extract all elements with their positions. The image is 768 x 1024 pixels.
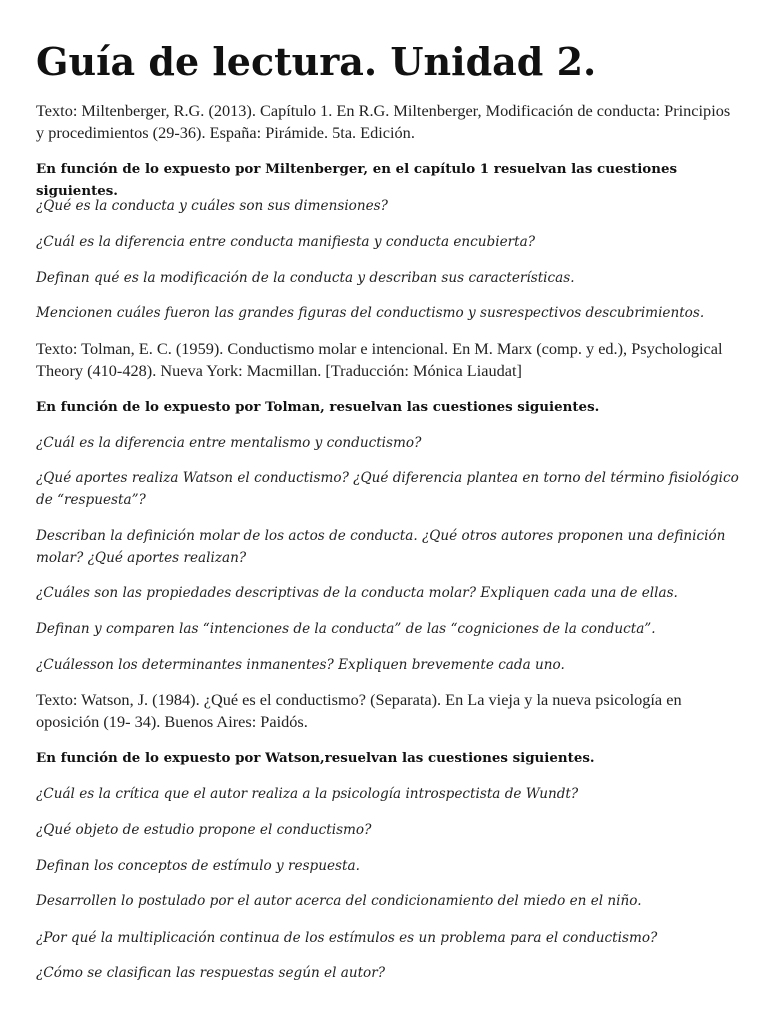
question-item: ¿Qué es la conducta y cuáles son sus dimensiones? (36, 198, 388, 214)
page-title: Guía de lectura. Unidad 2. (36, 39, 597, 84)
question-item: ¿Por qué la multiplicación continua de los estímulos es un problema para el conductismo? (36, 930, 658, 946)
text-reference: Texto: Watson, J. (1984). ¿Qué es el conductismo? (Separata). En La vieja y la nueva psicología en oposición (19- 34). Buenos Aires: Paidós. (36, 690, 682, 731)
section-instruction: En función de lo expuesto por Watson,resuelvan las cuestiones siguientes. (36, 750, 595, 766)
question-item: ¿Qué aportes realiza Watson el conductismo? ¿Qué diferencia plantea en torno del término fisiológico de “respuesta”? (36, 470, 739, 508)
question-item: Mencionen cuáles fueron las grandes figuras del conductismo y susrespectivos descubrimientos. (36, 305, 705, 321)
question-item: ¿Cuál es la diferencia entre conducta manifiesta y conducta encubierta? (36, 234, 535, 250)
text-reference: Texto: Tolman, E. C. (1959). Conductismo molar e intencional. En M. Marx (comp. y ed.), Psychological Theory (410-428). Nueva York: Macmillan. [Traducción: Mónica Liaudat] (36, 339, 723, 380)
section-instruction: En función de lo expuesto por Miltenberger, en el capítulo 1 resuelvan las cuestiones siguientes. (36, 161, 678, 199)
question-item: ¿Cuál es la crítica que el autor realiza a la psicología introspectista de Wundt? (36, 786, 579, 802)
question-item: Definan los conceptos de estímulo y respuesta. (36, 858, 360, 874)
question-item: Desarrollen lo postulado por el autor acerca del condicionamiento del miedo en el niño. (36, 893, 642, 909)
question-item: Definan qué es la modificación de la conducta y describan sus características. (36, 270, 575, 286)
text-reference: Texto: Miltenberger, R.G. (2013). Capítulo 1. En R.G. Miltenberger, Modificación de conducta: Principios y procedimientos (29-36). España: Pirámide. 5ta. Edición. (36, 101, 731, 142)
question-item: ¿Cuálesson los determinantes inmanentes? Expliquen brevemente cada uno. (36, 657, 565, 673)
question-item: Definan y comparen las “intenciones de la conducta” de las “cogniciones de la conducta”. (36, 621, 656, 637)
section-instruction: En función de lo expuesto por Tolman, resuelvan las cuestiones siguientes. (36, 399, 600, 415)
question-item: ¿Cómo se clasifican las respuestas según el autor? (36, 965, 386, 981)
question-item: ¿Cuáles son las propiedades descriptivas de la conducta molar? Expliquen cada una de ellas. (36, 585, 678, 601)
question-item: ¿Qué objeto de estudio propone el conductismo? (36, 822, 372, 838)
question-item: ¿Cuál es la diferencia entre mentalismo y conductismo? (36, 435, 422, 451)
question-item: Describan la definición molar de los actos de conducta. ¿Qué otros autores proponen una definición molar? ¿Qué aportes realizan? (36, 528, 726, 566)
